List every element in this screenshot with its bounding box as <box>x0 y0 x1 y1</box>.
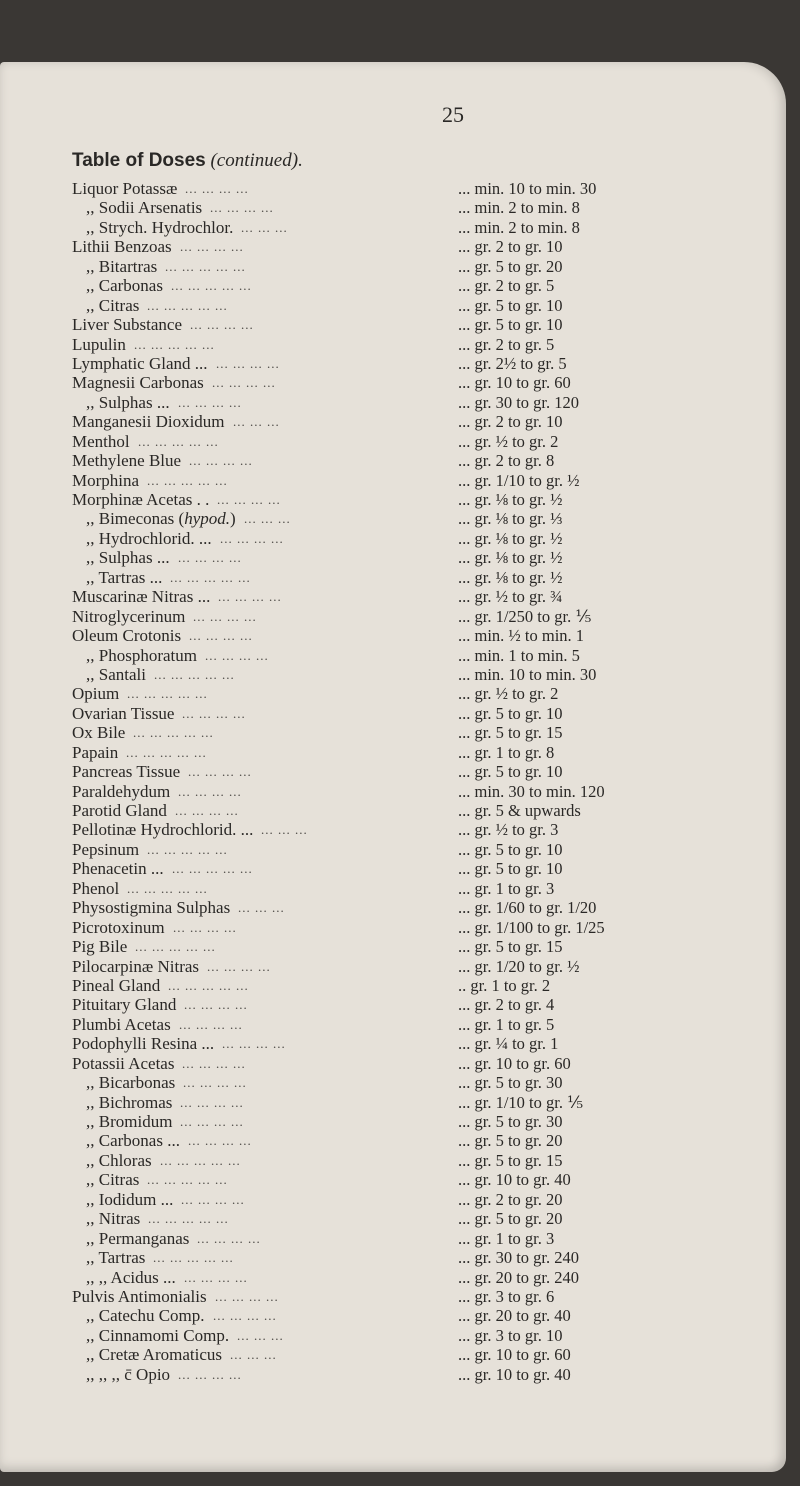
leader-dots: ... ... ... ... <box>205 647 269 663</box>
dose-range: ... gr. 10 to gr. 40 <box>458 1170 571 1190</box>
leader-dots: ... ... ... <box>237 1327 284 1343</box>
leader-dots: ... ... ... ... <box>182 705 246 721</box>
leader-dots: ... ... ... ... <box>178 550 242 566</box>
table-row <box>72 976 772 995</box>
dose-range: ... gr. ½ to gr. 2 <box>458 431 559 451</box>
drug-name: Liquor Potassæ <box>72 179 178 198</box>
table-row <box>72 218 772 237</box>
table-row <box>72 859 772 878</box>
table-row <box>72 412 772 431</box>
drug-name: Pancreas Tissue <box>72 762 181 782</box>
dose-range: ... min. 10 to min. 30 <box>458 179 597 198</box>
drug-name: Opium <box>72 684 120 704</box>
leader-dots: ... ... ... ... <box>173 919 237 935</box>
dose-range: ... gr. 20 to gr. 240 <box>458 1267 580 1287</box>
table-row <box>72 820 772 839</box>
table-row <box>72 1248 772 1267</box>
drug-name: ,, Bichromas <box>86 1092 173 1112</box>
dose-range: ... gr. 5 to gr. 10 <box>458 859 563 879</box>
dose-range: ... gr. 5 to gr. 15 <box>458 1150 563 1170</box>
table-row <box>72 1131 772 1150</box>
table-row <box>72 393 772 412</box>
drug-name: Physostigmina Sulphas <box>72 898 231 918</box>
drug-name: ,, Bromidum <box>86 1112 173 1131</box>
dose-range: ... gr. 5 to gr. 15 <box>458 723 563 743</box>
leader-dots: ... ... ... ... <box>180 239 244 255</box>
table-row <box>72 937 772 956</box>
table-row <box>72 918 772 937</box>
table-row <box>72 1345 772 1364</box>
table-row <box>72 1268 772 1287</box>
table-row <box>72 490 772 509</box>
leader-dots: ... ... ... ... <box>184 1269 248 1285</box>
dose-range: ... gr. 5 to gr. 10 <box>458 703 563 723</box>
leader-dots: ... ... ... <box>261 822 308 838</box>
dose-range: ... gr. 5 to gr. 10 <box>458 315 563 335</box>
table-row <box>72 684 772 703</box>
leader-dots: ... ... ... ... <box>188 764 252 780</box>
drug-name: Muscarinæ Nitras ... <box>72 587 211 607</box>
leader-dots: ... ... ... ... <box>222 1036 286 1052</box>
table-row <box>72 276 772 295</box>
table-row <box>72 237 772 256</box>
drug-name: Morphinæ Acetas . . <box>72 490 210 509</box>
drug-name: ,, Sulphas ... <box>86 392 170 412</box>
dose-range: ... gr. 1 to gr. 3 <box>458 878 555 898</box>
drug-name: ,, Citras <box>86 295 140 315</box>
table-row <box>72 335 772 354</box>
dose-range: ... gr. 1/10 to gr. ⅕ <box>458 1092 584 1112</box>
leader-dots: ... ... ... ... <box>179 1016 243 1032</box>
leader-dots: ... ... ... ... <box>180 1114 244 1129</box>
table-heading <box>72 150 303 172</box>
drug-name: Potassii Acetas <box>72 1053 175 1073</box>
dose-range: ... gr. 2 to gr. 8 <box>458 451 555 471</box>
drug-name: Paraldehydum <box>72 781 171 801</box>
drug-name: ,, Bitartras <box>86 256 158 276</box>
dose-range: ... gr. 2 to gr. 10 <box>458 412 563 432</box>
dose-range: ... gr. 5 to gr. 30 <box>458 1073 563 1093</box>
drug-name: Morphina <box>72 470 140 490</box>
drug-name: ,, Bimeconas (hypod.) <box>86 509 236 529</box>
dose-range: ... gr. 5 to gr. 15 <box>458 937 563 957</box>
leader-dots: ... ... ... ... ... <box>147 841 228 857</box>
dose-range: ... gr. ½ to gr. 3 <box>458 820 559 840</box>
dose-range: ... gr. 1/60 to gr. 1/20 <box>458 898 597 918</box>
leader-dots: ... ... ... ... ... <box>153 1250 234 1266</box>
table-row <box>72 704 772 723</box>
leader-dots: ... ... ... ... <box>190 317 254 333</box>
dose-range: ... gr. 1 to gr. 5 <box>458 1014 555 1034</box>
drug-name: ,, Sodii Arsenatis <box>86 198 203 218</box>
table-row <box>72 509 772 528</box>
leader-dots: ... ... ... ... <box>215 1288 279 1304</box>
dose-range: ... gr. 1/10 to gr. ½ <box>458 470 580 490</box>
leader-dots: ... ... ... ... ... <box>133 725 214 741</box>
dose-range: ... gr. 5 & upwards <box>458 801 581 820</box>
dose-range: ... gr. 5 to gr. 20 <box>458 256 563 276</box>
table-row <box>72 354 772 373</box>
drug-name: Methylene Blue <box>72 451 182 471</box>
drug-name: ,, Nitras <box>86 1209 141 1229</box>
leader-dots: ... ... ... ... ... <box>135 939 216 955</box>
leader-dots: ... ... ... ... <box>210 200 274 216</box>
leader-dots: ... ... ... ... ... <box>126 744 207 760</box>
leader-dots: ... ... ... ... <box>183 1075 247 1091</box>
dose-range: ... gr. 30 to gr. 120 <box>458 392 580 412</box>
dose-range: ... gr. 2 to gr. 10 <box>458 237 563 257</box>
table-row <box>72 373 772 392</box>
dose-range: ... gr. 20 to gr. 40 <box>458 1306 571 1326</box>
book-page <box>0 62 786 1472</box>
leader-dots: ... ... ... ... <box>178 783 242 799</box>
table-row <box>72 782 772 801</box>
table-row <box>72 995 772 1014</box>
dose-range: ... gr. 5 to gr. 30 <box>458 1112 563 1131</box>
dose-range: ... gr. 10 to gr. 60 <box>458 373 571 393</box>
heading-continued: (continued). <box>210 150 303 171</box>
dose-range: .. gr. 1 to gr. 2 <box>458 975 551 995</box>
drug-name: Magnesii Carbonas <box>72 373 204 393</box>
table-row <box>72 451 772 470</box>
drug-name: Papain <box>72 742 119 762</box>
leader-dots: ... ... ... ... ... <box>170 569 251 585</box>
dose-range: ... gr. 1/20 to gr. ½ <box>458 956 580 976</box>
page-number: 25 <box>442 102 464 127</box>
table-row <box>72 1365 772 1384</box>
dose-range: ... gr. 2 to gr. 5 <box>458 334 555 354</box>
dose-range: ... gr. 5 to gr. 10 <box>458 295 563 315</box>
table-row <box>72 1326 772 1345</box>
leader-dots: ... ... ... ... <box>189 453 253 469</box>
drug-name: ,, Tartras ... <box>86 567 163 587</box>
leader-dots: ... ... ... <box>230 1347 277 1363</box>
table-row <box>72 1112 772 1131</box>
leader-dots: ... ... ... ... <box>218 589 282 605</box>
dose-range: ... gr. 5 to gr. 10 <box>458 839 563 859</box>
dose-table <box>72 179 772 1384</box>
leader-dots: ... ... ... ... ... <box>148 1211 229 1227</box>
leader-dots: ... ... ... ... ... <box>138 433 219 449</box>
table-row <box>72 879 772 898</box>
drug-name: Phenacetin ... <box>72 859 164 879</box>
table-row <box>72 957 772 976</box>
leader-dots: ... ... ... ... <box>193 608 257 624</box>
leader-dots: ... ... ... ... ... <box>154 666 235 682</box>
table-row <box>72 1093 772 1112</box>
table-row <box>72 607 772 626</box>
leader-dots: ... ... ... ... <box>180 1094 244 1110</box>
table-row <box>72 179 772 198</box>
leader-dots: ... ... ... ... <box>220 530 284 546</box>
table-row <box>72 1190 772 1209</box>
table-row <box>72 801 772 820</box>
table-row <box>72 432 772 451</box>
drug-name: ,, Catechu Comp. <box>86 1306 205 1326</box>
table-row <box>72 762 772 781</box>
table-row <box>72 198 772 217</box>
drug-name: Phenol <box>72 878 120 898</box>
drug-name: ,, Iodidum ... <box>86 1189 174 1209</box>
leader-dots: ... ... ... <box>241 219 288 235</box>
drug-name: Plumbi Acetas <box>72 1014 171 1034</box>
drug-name: ,, Strych. Hydrochlor. <box>86 217 234 237</box>
drug-name: Lithii Benzoas <box>72 237 172 257</box>
table-row <box>72 1015 772 1034</box>
leader-dots: ... ... ... ... <box>213 1308 277 1324</box>
drug-name: ,, Permanganas <box>86 1228 190 1248</box>
table-row <box>72 1054 772 1073</box>
dose-range: ... min. 2 to min. 8 <box>458 198 580 218</box>
dose-range: ... gr. 2 to gr. 5 <box>458 276 555 296</box>
leader-dots: ... ... ... ... <box>212 375 276 391</box>
leader-dots: ... ... ... ... <box>207 958 271 974</box>
leader-dots: ... ... ... ... <box>216 355 280 371</box>
table-row <box>72 529 772 548</box>
drug-name: Pineal Gland <box>72 975 161 995</box>
drug-name: ,, Hydrochlorid. ... <box>86 528 212 548</box>
leader-dots: ... ... ... ... <box>189 628 253 644</box>
table-row <box>72 646 772 665</box>
leader-dots: ... ... ... ... ... <box>172 861 253 877</box>
dose-range: ... gr. 10 to gr. 60 <box>458 1345 571 1365</box>
heading-title: Table of Doses <box>72 150 206 171</box>
dose-range: ... gr. 5 to gr. 10 <box>458 762 563 782</box>
drug-name: ,, Cretæ Aromaticus <box>86 1345 222 1365</box>
table-row <box>72 587 772 606</box>
drug-name: ,, Citras <box>86 1170 140 1190</box>
dose-range: ... gr. 2 to gr. 4 <box>458 995 555 1015</box>
drug-name: ,, ,, ,, c̄ Opio <box>86 1364 171 1384</box>
dose-range: ... gr. ½ to gr. 2 <box>458 684 559 704</box>
dose-range: ... min. ½ to min. 1 <box>458 626 585 646</box>
leader-dots: ... ... ... <box>233 414 280 430</box>
leader-dots: ... ... ... ... ... <box>168 977 249 993</box>
drug-name: Ovarian Tissue <box>72 703 175 723</box>
drug-name: Nitroglycerinum <box>72 606 186 626</box>
table-row <box>72 1170 772 1189</box>
leader-dots: ... ... ... ... ... <box>171 278 252 294</box>
dose-range: ... gr. ⅛ to gr. ½ <box>458 528 563 548</box>
dose-range: ... gr. 5 to gr. 20 <box>458 1209 563 1229</box>
drug-name: Pulvis Antimonialis <box>72 1286 207 1306</box>
leader-dots: ... ... ... ... ... <box>134 336 215 352</box>
leader-dots: ... ... ... ... <box>181 1191 245 1207</box>
drug-name: Menthol <box>72 431 130 451</box>
drug-name: Ox Bile <box>72 723 126 743</box>
dose-range: ... gr. 3 to gr. 10 <box>458 1325 563 1345</box>
leader-dots: ... ... ... ... <box>188 1133 252 1149</box>
table-row <box>72 471 772 490</box>
table-row <box>72 315 772 334</box>
dose-range: ... gr. ⅛ to gr. ½ <box>458 548 563 568</box>
drug-name: Pilocarpinæ Nitras <box>72 956 200 976</box>
dose-range: ... gr. ⅛ to gr. ⅓ <box>458 509 563 529</box>
leader-dots: ... ... ... <box>238 900 285 916</box>
dose-range: ... gr. ⅛ to gr. ½ <box>458 490 563 509</box>
drug-name: ,, Chloras <box>86 1150 152 1170</box>
drug-name: Oleum Crotonis <box>72 626 182 646</box>
leader-dots: ... ... ... ... ... <box>160 1152 241 1168</box>
drug-name: Lymphatic Gland ... <box>72 353 208 373</box>
table-row <box>72 1229 772 1248</box>
drug-name: ,, Bicarbonas <box>86 1073 176 1093</box>
table-row <box>72 257 772 276</box>
leader-dots: ... ... ... ... <box>184 997 248 1013</box>
drug-name: ,, Santali <box>86 664 146 684</box>
dose-range: ... gr. 1 to gr. 8 <box>458 742 555 762</box>
dose-range: ... min. 10 to min. 30 <box>458 664 597 684</box>
leader-dots: ... ... ... ... <box>185 181 249 196</box>
table-row <box>72 568 772 587</box>
leader-dots: ... ... ... ... ... <box>165 258 246 274</box>
table-row <box>72 1034 772 1053</box>
dose-range: ... gr. 1/100 to gr. 1/25 <box>458 917 605 937</box>
dose-range: ... gr. 2 to gr. 20 <box>458 1189 563 1209</box>
drug-name: Pepsinum <box>72 839 140 859</box>
drug-name: ,, Phosphoratum <box>86 645 197 665</box>
dose-range: ... gr. 30 to gr. 240 <box>458 1248 580 1268</box>
drug-name: Parotid Gland <box>72 801 167 820</box>
table-row <box>72 1209 772 1228</box>
table-row <box>72 296 772 315</box>
leader-dots: ... ... ... ... <box>178 1366 242 1382</box>
drug-name: Manganesii Dioxidum <box>72 412 225 432</box>
drug-name: ,, Carbonas ... <box>86 1131 180 1151</box>
drug-name: ,, ,, Acidus ... <box>86 1267 176 1287</box>
leader-dots: ... ... ... ... ... <box>127 880 208 896</box>
dose-range: ... gr. 1 to gr. 3 <box>458 1228 555 1248</box>
drug-name: Podophylli Resina ... <box>72 1034 215 1054</box>
table-row <box>72 626 772 645</box>
leader-dots: ... ... ... ... ... <box>147 472 228 488</box>
table-row <box>72 1073 772 1092</box>
dose-range: ... gr. 1/250 to gr. ⅕ <box>458 606 592 626</box>
drug-name: Picrotoxinum <box>72 917 165 937</box>
leader-dots: ... ... ... ... ... <box>127 686 208 702</box>
dose-range: ... gr. 10 to gr. 60 <box>458 1053 571 1073</box>
leader-dots: ... ... ... <box>244 511 291 527</box>
table-row <box>72 665 772 684</box>
drug-name: ,, Cinnamomi Comp. <box>86 1325 230 1345</box>
dose-range: ... min. 30 to min. 120 <box>458 781 605 801</box>
leader-dots: ... ... ... ... <box>197 1230 261 1246</box>
drug-name: Pellotinæ Hydrochlorid. ... <box>72 820 254 840</box>
leader-dots: ... ... ... ... <box>182 1055 246 1071</box>
leader-dots: ... ... ... ... ... <box>147 1172 228 1188</box>
table-row <box>72 548 772 567</box>
leader-dots: ... ... ... ... <box>178 394 242 410</box>
table-row <box>72 1151 772 1170</box>
table-row <box>72 723 772 742</box>
leader-dots: ... ... ... ... <box>175 803 239 818</box>
drug-name: Pig Bile <box>72 937 128 957</box>
dose-range: ... gr. ½ to gr. ¾ <box>458 587 563 607</box>
table-row <box>72 898 772 917</box>
dose-range: ... gr. 5 to gr. 20 <box>458 1131 563 1151</box>
drug-name: ,, Carbonas <box>86 276 163 296</box>
drug-name: ,, Tartras <box>86 1248 146 1268</box>
dose-range: ... min. 2 to min. 8 <box>458 217 580 237</box>
drug-name: ,, Sulphas ... <box>86 548 170 568</box>
dose-range: ... gr. ⅛ to gr. ½ <box>458 567 563 587</box>
dose-range: ... gr. 3 to gr. 6 <box>458 1286 555 1306</box>
table-row <box>72 840 772 859</box>
table-row <box>72 1306 772 1325</box>
drug-name: Liver Substance <box>72 315 182 335</box>
dose-range: ... min. 1 to min. 5 <box>458 645 580 665</box>
drug-name: Pituitary Gland <box>72 995 177 1015</box>
drug-name: Lupulin <box>72 334 126 354</box>
leader-dots: ... ... ... ... <box>217 492 281 507</box>
table-row <box>72 743 772 762</box>
dose-range: ... gr. 2½ to gr. 5 <box>458 353 567 373</box>
table-row <box>72 1287 772 1306</box>
dose-range: ... gr. 10 to gr. 40 <box>458 1364 571 1384</box>
dose-range: ... gr. ¼ to gr. 1 <box>458 1034 559 1054</box>
leader-dots: ... ... ... ... ... <box>147 297 228 313</box>
